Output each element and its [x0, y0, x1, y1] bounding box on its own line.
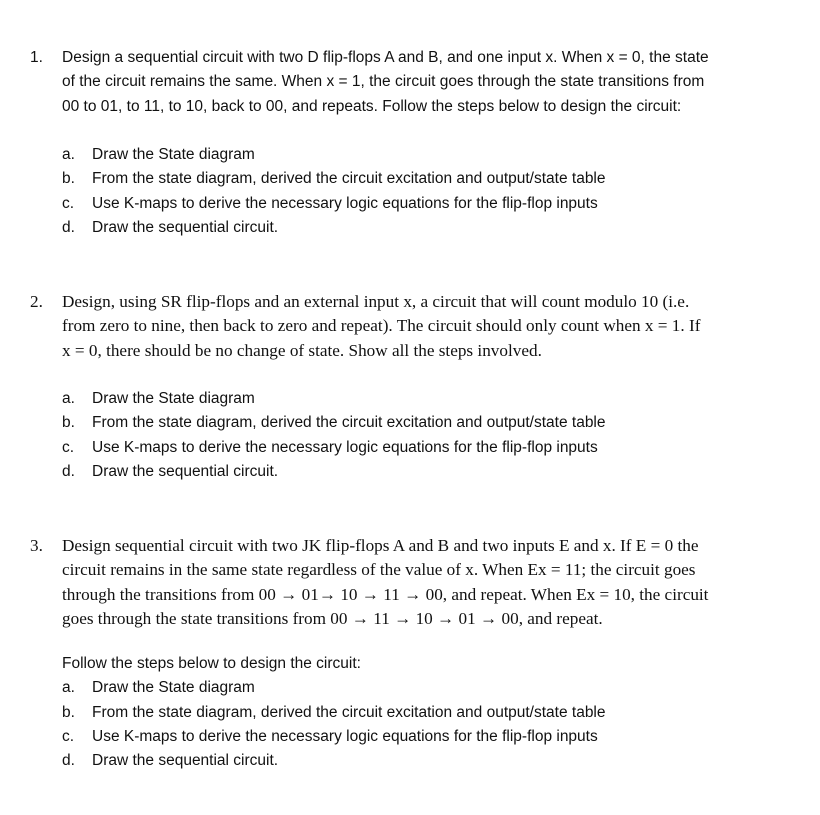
step-label: d.	[62, 462, 75, 480]
step-item	[62, 143, 782, 167]
step-text: Draw the State diagram	[92, 146, 255, 163]
question-number: 3.	[30, 536, 43, 555]
step-text: Draw the sequential circuit.	[92, 462, 279, 480]
question-line: x = 0, there should be no change of state. Show all the steps involved.	[62, 340, 542, 360]
step-label: a.	[62, 390, 75, 407]
question-line: Design a sequential circuit with two D flip-flops A and B, and one input x. When x = 0, the state	[62, 49, 709, 66]
question-line: circuit remains in the same state regardless of the value of x. When Ex = 11; the circuit goes	[62, 560, 696, 580]
step-label: c.	[62, 727, 75, 745]
question-number: 1.	[30, 49, 43, 66]
question-line: Design, using SR flip-flops and an external input x, a circuit that will count modulo 10 (i.e.	[62, 292, 690, 311]
step-item	[62, 701, 782, 725]
question-line: of the circuit remains the same. When x = 1, the circuit goes through the state transitions from	[62, 73, 705, 91]
steps-list	[62, 652, 782, 773]
step-item	[62, 725, 782, 749]
step-item	[62, 387, 782, 411]
step-text: From the state diagram, derived the circuit excitation and output/state table	[92, 414, 606, 432]
step-label: b.	[62, 414, 75, 432]
question-number: 2.	[30, 292, 43, 311]
step-label: b.	[62, 170, 75, 188]
question-text	[62, 46, 802, 119]
step-label: d.	[62, 752, 75, 770]
step-text: From the state diagram, derived the circuit excitation and output/state table	[92, 170, 606, 188]
step-text: Draw the sequential circuit.	[92, 218, 279, 236]
step-item	[62, 167, 782, 191]
step-text: Use K-maps to derive the necessary logic equations for the flip-flop inputs	[92, 194, 598, 212]
step-item	[62, 749, 782, 773]
step-label: c.	[62, 194, 75, 212]
step-item	[62, 411, 782, 435]
step-text: From the state diagram, derived the circuit excitation and output/state table	[92, 703, 606, 721]
question-line: from zero to nine, then back to zero and repeat). The circuit should only count when x = 1. If	[62, 316, 701, 336]
step-text: Draw the sequential circuit.	[92, 752, 279, 770]
step-label: a.	[62, 146, 75, 163]
step-label: d.	[62, 218, 75, 236]
question-line: through the transitions from 00 → 01→ 10 → 11 → 00, and repeat. When Ex = 10, the circuit	[62, 584, 709, 604]
steps-list	[62, 143, 782, 240]
step-text: Use K-maps to derive the necessary logic equations for the flip-flop inputs	[92, 438, 598, 456]
question-line: 00 to 01, to 11, to 10, back to 00, and repeats. Follow the steps below to design the circuit:	[62, 97, 682, 115]
step-label: a.	[62, 679, 75, 697]
step-item	[62, 192, 782, 216]
step-text: Draw the State diagram	[92, 679, 255, 697]
step-label: b.	[62, 703, 75, 721]
step-text: Draw the State diagram	[92, 390, 255, 407]
steps-list	[62, 387, 782, 484]
step-item	[62, 436, 782, 460]
question-line: goes through the state transitions from 00 → 11 → 10 → 01 → 00, and repeat.	[62, 608, 603, 628]
question-text	[62, 534, 802, 631]
step-label: c.	[62, 438, 75, 456]
step-item	[62, 216, 782, 240]
question-line: Design sequential circuit with two JK flip-flops A and B and two inputs E and x. If E = 0 the	[62, 536, 699, 555]
step-item	[62, 676, 782, 700]
step-text: Use K-maps to derive the necessary logic equations for the flip-flop inputs	[92, 727, 598, 745]
step-item	[62, 460, 782, 484]
question-text	[62, 290, 802, 363]
steps-intro: Follow the steps below to design the circuit:	[62, 655, 361, 672]
